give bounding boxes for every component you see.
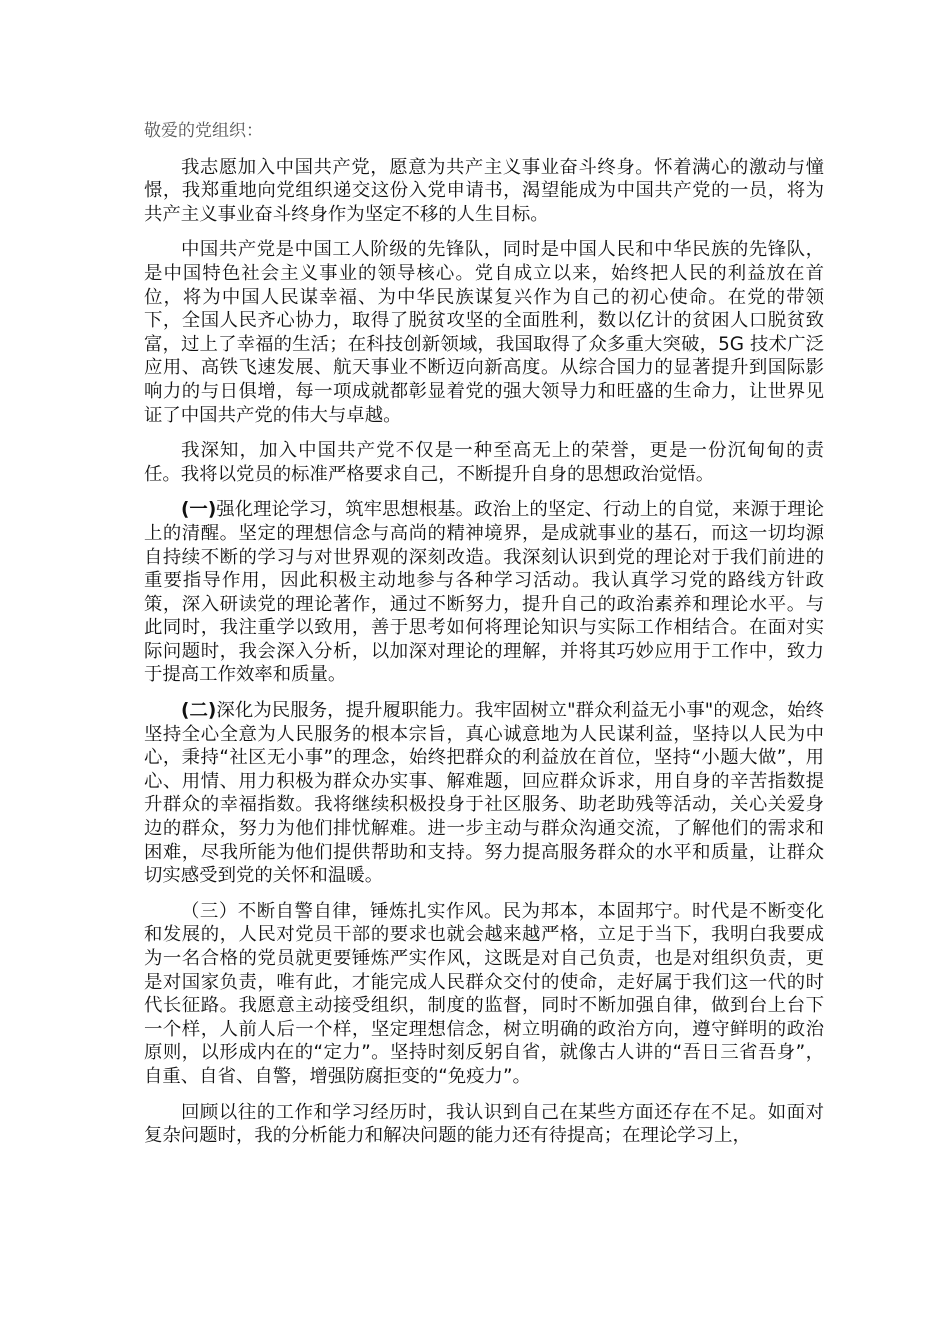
paragraph-serve-people bbox=[144, 699, 824, 888]
paragraph-self-discipline bbox=[144, 900, 824, 1089]
paragraph-intent bbox=[144, 156, 824, 227]
paragraph-text: 强化理论学习，筑牢思想根基。政治上的坚定、行动上的自觉，来源于理论上的清醒。坚定的理想信念与高尚的精神境界，是成就事业的基石，而这一切均源自持续不断的学习与对世界观的深刻改造。我深刻认识到党的理论对于我们前进的重要指导作用，因此积极主动地参与各种学习活动。我认真学习党的路线方针政策，深入研读党的理论著作，通过不断努力，提升自己的政治素养和理论水平。与此同时，我注重学以致用，善于思考如何将理论知识与实际工作相结合。在面对实际问题时，我会深入分析，以加深对理论的理解，并将其巧妙应用于工作中，致力于提高工作效率和质量。 bbox=[144, 499, 824, 686]
paragraph-text: 我深知，加入中国共产党不仅是一种至高无上的荣誉，更是一份沉甸甸的责任。我将以党员的标准严格要求自己，不断提升自身的思想政治觉悟。 bbox=[144, 440, 824, 485]
paragraph-text: 我志愿加入中国共产党，愿意为共产主义事业奋斗终身。怀着满心的激动与憧憬，我郑重地向党组织递交这份入党申请书，渴望能成为中国共产党的一员，将为共产主义事业奋斗终身作为坚定不移的人生目标。 bbox=[144, 156, 824, 225]
application-letter bbox=[144, 120, 824, 1160]
section-number: （三） bbox=[181, 900, 238, 922]
paragraph-text: 不断自警自律，锤炼扎实作风。民为邦本，本固邦宁。时代是不断变化和发展的，人民对党员干部的要求也就会越来越严格，立足于当下，我明白我要成为一名合格的党员就更要锤炼严实作风，这既是对自己负责，也是对组织负责，更是对国家负责，唯有此，才能完成人民群众交付的使命，走好属于我们这一代的时代长征路。我愿意主动接受组织，制度的监督，同时不断加强自律，做到台上台下一个样，人前人后一个样，坚定理想信念，树立明确的政治方向，遵守鲜明的政治原则，以形成内在的“定力”。坚持时刻反躬自省，就像古人讲的“吾日三省吾身”，自重、自省、自警，增强防腐拒变的“免疫力”。 bbox=[144, 900, 824, 1087]
section-number: (一) bbox=[181, 499, 217, 521]
paragraph-text: 回顾以往的工作和学习经历时，我认识到自己在某些方面还存在不足。如面对复杂问题时，我的分析能力和解决问题的能力还有待提高；在理论学习上， bbox=[144, 1101, 824, 1147]
paragraph-text: 深化为民服务，提升履职能力。我牢固树立"群众利益无小事"的观念，始终坚持全心全意为人民服务的根本宗旨，真心诚意地为人民谋利益，坚持以人民为中心，秉持“社区无小事”的理念，始终把群众的利益放在首位，坚持“小题大做”，用心、用情、用力积极为群众办实事、解难题，回应群众诉求，用自身的辛苦指数提升群众的幸福指数。我将继续积极投身于社区服务、助老助残等活动，关心关爱身边的群众，努力为他们排忧解难。进一步主动与群众沟通交流，了解他们的需求和困难，尽我所能为他们提供帮助和支持。努力提高服务群众的水平和质量，让群众切实感受到党的关怀和温暖。 bbox=[144, 700, 825, 887]
paragraph-shortcomings bbox=[144, 1101, 824, 1148]
paragraph-theory-study bbox=[144, 498, 824, 687]
paragraph-text: 中国共产党是中国工人阶级的先锋队，同时是中国人民和中华民族的先锋队，是中国特色社会主义事业的领导核心。党自成立以来，始终把人民的利益放在首位，将为中国人民谋幸福、为中华民族谋复兴作为自己的初心使命。在党的带领下，全国人民齐心协力，取得了脱贫攻坚的全面胜利，数以亿计的贫困人口脱贫致富，过上了幸福的生活；在科技创新领域，我国取得了众多重大突破，5G 技术广泛应用、高铁飞速发展、航天事业不断迈向新高度。从综合国力的显著提升到国际影响力的与日俱增，每一项成就都彰显着党的强大领导力和旺盛的生命力，让世界见证了中国共产党的伟大与卓越。 bbox=[144, 239, 824, 426]
salutation: 敬爱的党组织： bbox=[144, 121, 263, 141]
paragraph-party-introduction bbox=[144, 238, 824, 427]
section-number: (二) bbox=[181, 700, 217, 722]
paragraph-responsibility bbox=[144, 439, 824, 486]
